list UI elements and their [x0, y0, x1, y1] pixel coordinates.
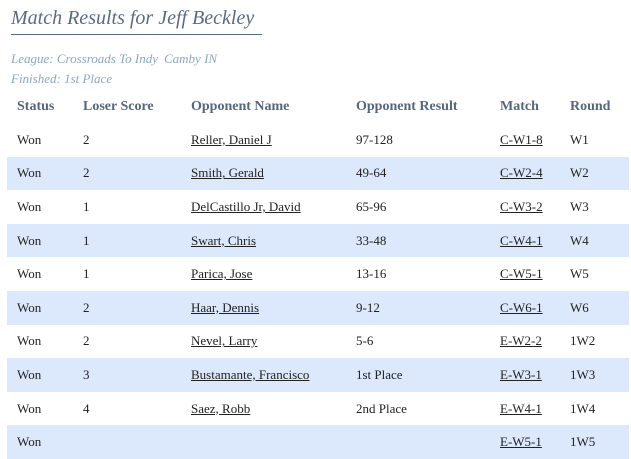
cell-loser-score: 4	[83, 400, 90, 416]
table-cell	[7, 325, 73, 359]
table-row	[7, 325, 629, 359]
table-cell	[7, 291, 73, 325]
table-cell	[73, 157, 181, 191]
column-header-opponent-result: Opponent Result	[356, 99, 458, 114]
cell-round: W4	[570, 232, 589, 248]
table-row	[7, 291, 629, 325]
table-cell	[7, 392, 73, 426]
cell-round: W3	[570, 198, 589, 214]
opponent-link[interactable]: Bustamante, Francisco	[191, 366, 310, 382]
opponent-link[interactable]: DelCastillo Jr, David	[191, 198, 301, 214]
table-cell	[73, 392, 181, 426]
results-body	[7, 123, 629, 459]
table-cell	[73, 190, 181, 224]
cell-round: 1W2	[570, 333, 596, 349]
cell-status: Won	[17, 198, 42, 214]
match-link[interactable]: C-W4-1	[500, 232, 543, 248]
table-cell	[181, 123, 346, 157]
match-link[interactable]: C-W6-1	[500, 299, 543, 315]
table-row	[7, 123, 629, 157]
table-cell	[560, 325, 629, 359]
cell-loser-score: 2	[83, 299, 90, 315]
table-row	[7, 190, 629, 224]
table-cell	[73, 291, 181, 325]
cell-opponent-result: 33-48	[356, 232, 387, 248]
table-cell	[490, 224, 560, 258]
column-header-round: Round	[570, 99, 611, 114]
cell-round: 1W3	[570, 366, 596, 382]
match-link[interactable]: E-W3-1	[500, 366, 542, 382]
table-cell	[346, 157, 490, 191]
match-results-table	[7, 91, 629, 459]
table-row	[7, 392, 629, 426]
table-cell	[490, 291, 560, 325]
table-row	[7, 358, 629, 392]
match-link[interactable]: C-W5-1	[500, 266, 543, 282]
table-cell	[73, 123, 181, 157]
cell-status: Won	[17, 333, 42, 349]
cell-loser-score: 1	[83, 198, 90, 214]
table-cell	[490, 425, 560, 459]
cell-opponent-result: 97-128	[356, 131, 393, 147]
table-cell	[560, 190, 629, 224]
table-cell	[181, 157, 346, 191]
table-cell	[560, 358, 629, 392]
table-cell	[490, 257, 560, 291]
table-cell	[7, 123, 73, 157]
cell-loser-score: 1	[83, 232, 90, 248]
table-cell	[7, 224, 73, 258]
column-header-match: Match	[500, 99, 539, 114]
table-cell	[346, 358, 490, 392]
table-cell	[7, 358, 73, 392]
cell-opponent-result: 2nd Place	[356, 400, 407, 416]
table-cell	[181, 425, 346, 459]
table-cell	[73, 425, 181, 459]
opponent-link[interactable]: Nevel, Larry	[191, 333, 258, 349]
cell-round: W2	[570, 165, 589, 181]
page-title: Match Results for Jeff Beckley	[11, 7, 262, 35]
cell-opponent-result: 13-16	[356, 266, 387, 282]
table-cell	[346, 190, 490, 224]
table-cell	[181, 190, 346, 224]
table-cell	[560, 224, 629, 258]
cell-status: Won	[17, 165, 42, 181]
table-cell	[181, 358, 346, 392]
table-cell	[346, 224, 490, 258]
table-row	[7, 257, 629, 291]
table-cell	[181, 392, 346, 426]
table-cell	[346, 392, 490, 426]
opponent-link[interactable]: Haar, Dennis	[191, 299, 260, 315]
table-cell	[490, 358, 560, 392]
cell-round: 1W5	[570, 434, 596, 450]
cell-round: W5	[570, 266, 589, 282]
league-name: League: Crossroads To Indy	[11, 51, 158, 66]
cell-status: Won	[17, 434, 42, 450]
table-cell	[181, 291, 346, 325]
cell-round: W6	[570, 299, 589, 315]
cell-loser-score: 2	[83, 131, 90, 147]
opponent-link[interactable]: Reller, Daniel J	[191, 131, 272, 147]
match-link[interactable]: C-W3-2	[500, 198, 543, 214]
table-row	[7, 425, 629, 459]
table-cell	[73, 358, 181, 392]
cell-status: Won	[17, 131, 42, 147]
opponent-link[interactable]: Swart, Chris	[191, 232, 256, 248]
cell-status: Won	[17, 366, 42, 382]
match-link[interactable]: C-W2-4	[500, 165, 543, 181]
cell-status: Won	[17, 266, 42, 282]
match-link[interactable]: E-W2-2	[500, 333, 542, 349]
table-cell	[346, 325, 490, 359]
table-cell	[490, 123, 560, 157]
table-cell	[490, 157, 560, 191]
match-link[interactable]: C-W1-8	[500, 131, 543, 147]
cell-status: Won	[17, 400, 42, 416]
table-cell	[560, 123, 629, 157]
cell-loser-score: 3	[83, 366, 90, 382]
table-cell	[490, 190, 560, 224]
cell-opponent-result: 5-6	[356, 333, 374, 349]
table-cell	[560, 257, 629, 291]
cell-opponent-result: 9-12	[356, 299, 380, 315]
table-cell	[560, 157, 629, 191]
table-cell	[73, 224, 181, 258]
cell-loser-score: 1	[83, 266, 90, 282]
cell-status: Won	[17, 232, 42, 248]
cell-loser-score: 2	[83, 165, 90, 181]
column-header-opponent-name: Opponent Name	[191, 99, 290, 114]
opponent-link[interactable]: Smith, Gerald	[191, 165, 264, 181]
table-cell	[560, 291, 629, 325]
cell-status: Won	[17, 299, 42, 315]
table-cell	[7, 257, 73, 291]
table-cell	[346, 291, 490, 325]
cell-round: W1	[570, 131, 589, 147]
cell-opponent-result: 49-64	[356, 165, 387, 181]
match-link[interactable]: E-W4-1	[500, 400, 542, 416]
cell-opponent-result: 1st Place	[356, 366, 403, 382]
table-cell	[73, 257, 181, 291]
table-cell	[346, 257, 490, 291]
cell-opponent-result: 65-96	[356, 198, 387, 214]
table-cell	[490, 325, 560, 359]
table-cell	[181, 224, 346, 258]
table-cell	[7, 425, 73, 459]
table-header-row	[7, 91, 629, 123]
column-header-loser-score: Loser Score	[83, 99, 154, 114]
table-cell	[560, 425, 629, 459]
finished-place: Finished: 1st Place	[11, 71, 113, 86]
table-cell	[73, 325, 181, 359]
table-cell	[490, 392, 560, 426]
opponent-link[interactable]: Parica, Jose	[191, 266, 253, 282]
opponent-link[interactable]: Saez, Robb	[191, 400, 251, 416]
table-cell	[560, 392, 629, 426]
table-row	[7, 224, 629, 258]
match-link[interactable]: E-W5-1	[500, 434, 542, 450]
table-cell	[181, 257, 346, 291]
cell-loser-score: 2	[83, 333, 90, 349]
table-row	[7, 157, 629, 191]
table-cell	[346, 425, 490, 459]
table-cell	[7, 157, 73, 191]
table-cell	[181, 325, 346, 359]
column-header-status: Status	[17, 99, 55, 114]
cell-round: 1W4	[570, 400, 596, 416]
table-cell	[7, 190, 73, 224]
table-cell	[346, 123, 490, 157]
league-info	[11, 51, 217, 67]
league-location: Camby IN	[164, 51, 218, 66]
